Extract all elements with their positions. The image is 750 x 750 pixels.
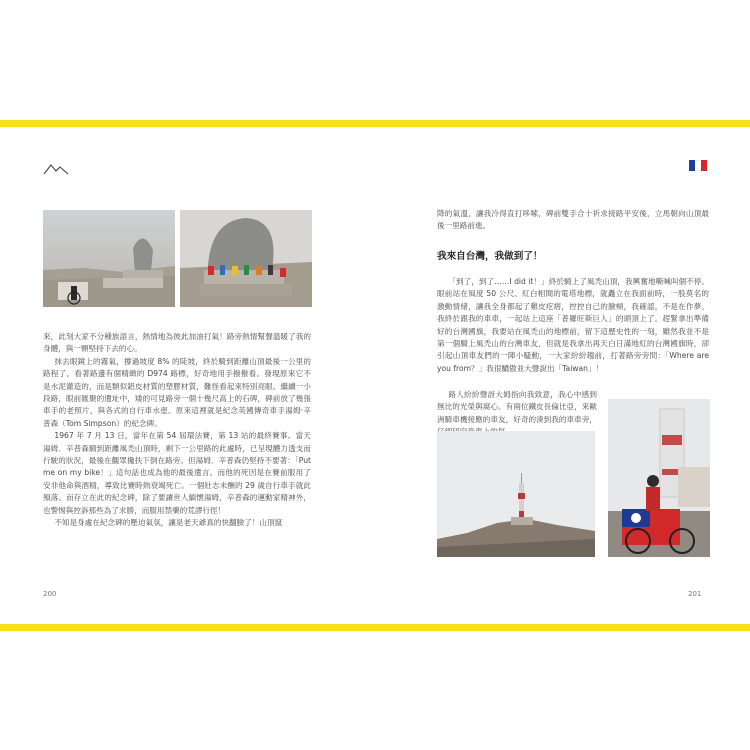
summit-tower-photo	[437, 431, 595, 557]
cyclist-with-flag-photo	[608, 399, 710, 557]
bottom-yellow-stripe	[0, 624, 750, 631]
right-top-text	[437, 208, 709, 233]
paragraph: 不知是身處在紀念碑的壓迫氣氛，讓是老天爺真的快翻臉了！山頂竄	[54, 518, 283, 528]
right-body-text	[437, 276, 709, 375]
top-yellow-stripe	[0, 120, 750, 127]
page-number-right: 201	[688, 590, 702, 598]
right-page	[375, 127, 750, 624]
french-flag-icon	[689, 160, 707, 171]
paragraph: 降的氣溫，讓我冷得直打哆嗦，碑前雙手合十祈求接路平安後，立馬朝向山頂最後一里路前進。	[437, 209, 709, 231]
mountain-icon	[43, 163, 69, 175]
paragraph: 來，此刻大家不分種族語言，熱情地為彼此加油打氣！路旁熱情幫聲溫暖了我的身體，與一顆堅持下去的心。	[43, 332, 311, 354]
paragraph: 「到了，到了……I did it！」終於騎上了風禿山頂，我興奮地嘶喊叫個不停。眼前站在風度 50 公尺、紅白相間的電塔地標，就矗立在我面前時，一股莫名的激動情緒，讓我全身都起了雞皮疙瘩，控控自己的臉頰，我確認，不是在作夢。我終於跟我的車車，一起站上這座「普羅旺斯巨人」的頭頂上了。趕緊拿出準備好的台灣國旗，我要站在風禿山的地標前，留下這歷史性的一刻，雖然我並不是第一個騎上風禿山的台灣車友，但就是我拿出再天白日滿地紅的台灣國旗時，卻引起山頂車友們的一陣小騷動，一大家紛紛趨前，打著路旁旁問：「Where are you from？」我很驕傲並大聲說出「Taiwan」！	[437, 277, 709, 373]
left-body-text	[43, 331, 311, 530]
memorial-photo-wide	[43, 210, 175, 307]
left-page	[0, 127, 375, 624]
memorial-photo-closeup	[180, 210, 312, 307]
flag-stripe-red	[701, 160, 707, 171]
paragraph: 路人紛紛聲訝大姆指向我致意，我心中感到無比的光榮與窩心。有兩位鐵皮長倫比亞，來歐洲騎車機接應的車友，好奇的湊到我的車車旁，	[437, 390, 597, 424]
paragraph: 抹去眼鏡上的霧氣，撐過坡度 8% 的陡坡，終於騎到距離山頂最後一公里的路程了。看著路邊有個精緻的 D974 路標，好奇地用手撥撥看。發現原來它不是水泥灌造的，而是類似鋁皮材質的塑膠材質，難怪看起來特別亮眼。繼續一小段路，眼前匯聚的遺址中，矮的可見路旁一個十幾尺高上的石碑，碑前放了幾張車手的老照片，與各式的自行車水壺。原來這裡就是紀念英國傳奇車手湯姆‧辛普森（Tom Simpson）的紀念碑。	[43, 356, 311, 428]
section-heading: 我來自台灣，我做到了！	[437, 251, 543, 262]
paragraph: 1967 年 7 月 13 日，當年在第 54 屆環法賽，第 13 站的最終賽事。當天湯姆．辛普森騎到距離風禿山頂時，剩下一公里路的此處時，已呈現體力透支而行駛的狀況，最後在觀眾攙扶下倒在路旁。但湯姆．辛普森仍堅持不要著：「Put me on my bike！」這句話也成為他的最後遺言。而他的死因是在賽前服用了安非他命與酒精，導致比賽時熱衰竭死亡。一個壯志未酬的 29 歲自行車手就此殞落。而存立在此的紀念碑，除了要讓世人緬懷湯姆，辛普森的運動家精神外，也警惕與控訴那些為了求勝，而服用禁藥的荒謬行徑！	[43, 431, 311, 515]
page-number-left: 200	[43, 590, 57, 598]
